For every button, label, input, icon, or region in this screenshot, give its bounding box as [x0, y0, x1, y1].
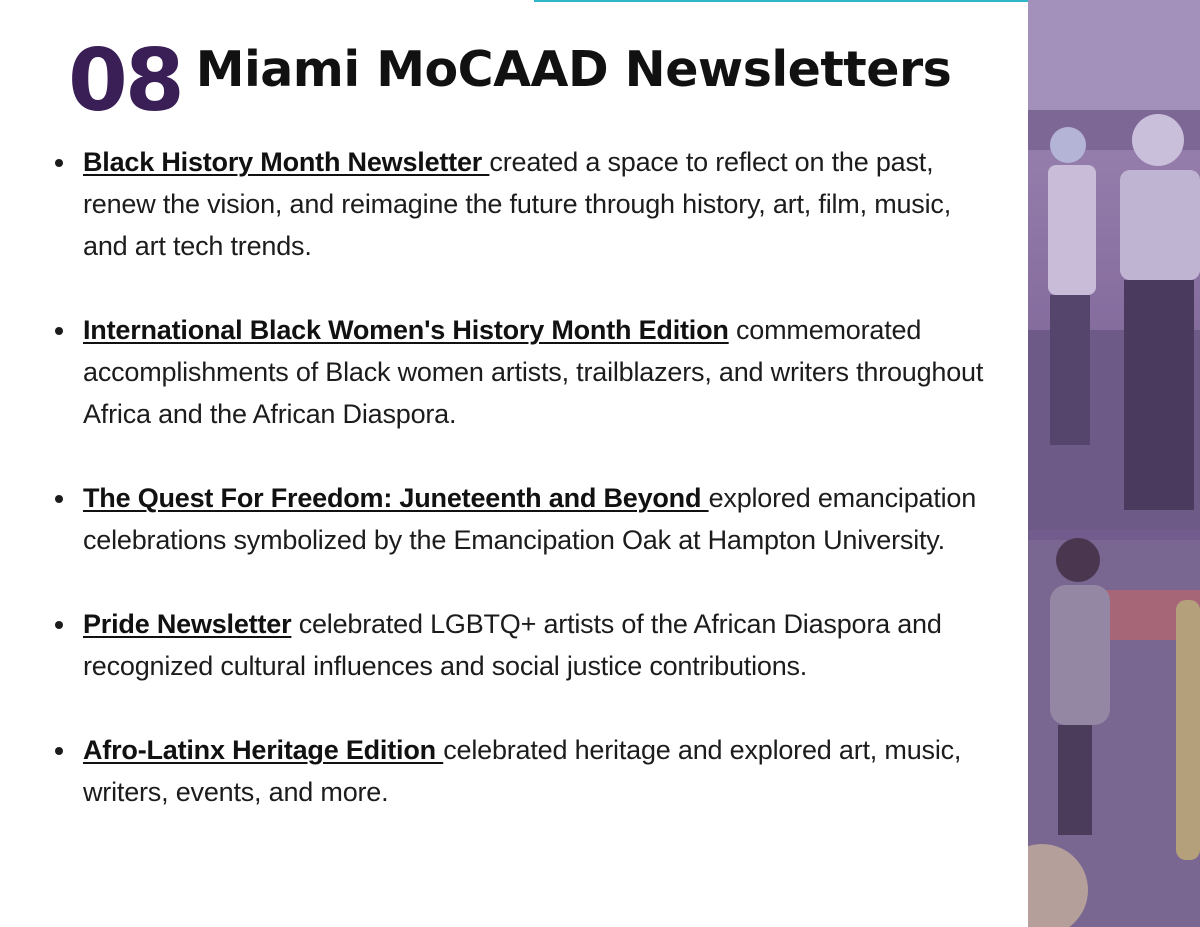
page-title: Miami MoCAAD Newsletters	[195, 41, 952, 98]
newsletter-link-black-history-month[interactable]: Black History Month Newsletter	[83, 147, 490, 177]
list-item	[52, 141, 997, 267]
newsletter-link-juneteenth[interactable]: The Quest For Freedom: Juneteenth and Beyond	[83, 483, 709, 513]
newsletter-link-pride[interactable]: Pride Newsletter	[83, 609, 292, 639]
list-item	[52, 309, 997, 435]
item-description: commemorated accomplishments of Black women artists, trailblazers, and writers throughout Africa and the African Diaspora.	[83, 315, 984, 429]
page-heading	[68, 24, 952, 131]
item-description: created a space to reflect on the past, renew the vision, and reimagine the future through history, art, film, music, and art tech trends.	[83, 147, 952, 261]
newsletter-link-afro-latinx[interactable]: Afro-Latinx Heritage Edition	[83, 735, 444, 765]
top-accent-line	[534, 0, 1028, 2]
newsletter-list	[52, 141, 997, 855]
section-number: 08	[68, 31, 182, 131]
list-item	[52, 603, 997, 687]
list-item	[52, 729, 997, 813]
newsletter-link-black-womens-history[interactable]: International Black Women's History Month Edition	[83, 315, 729, 345]
list-item	[52, 477, 997, 561]
item-description: celebrated heritage and explored art, music, writers, events, and more.	[83, 735, 962, 807]
item-description: celebrated LGBTQ+ artists of the African Diaspora and recognized cultural influences and social justice contributions.	[83, 609, 942, 681]
side-photo	[1028, 0, 1200, 927]
item-description: explored emancipation celebrations symbolized by the Emancipation Oak at Hampton University.	[83, 483, 977, 555]
photo-tint-overlay	[1028, 0, 1200, 927]
